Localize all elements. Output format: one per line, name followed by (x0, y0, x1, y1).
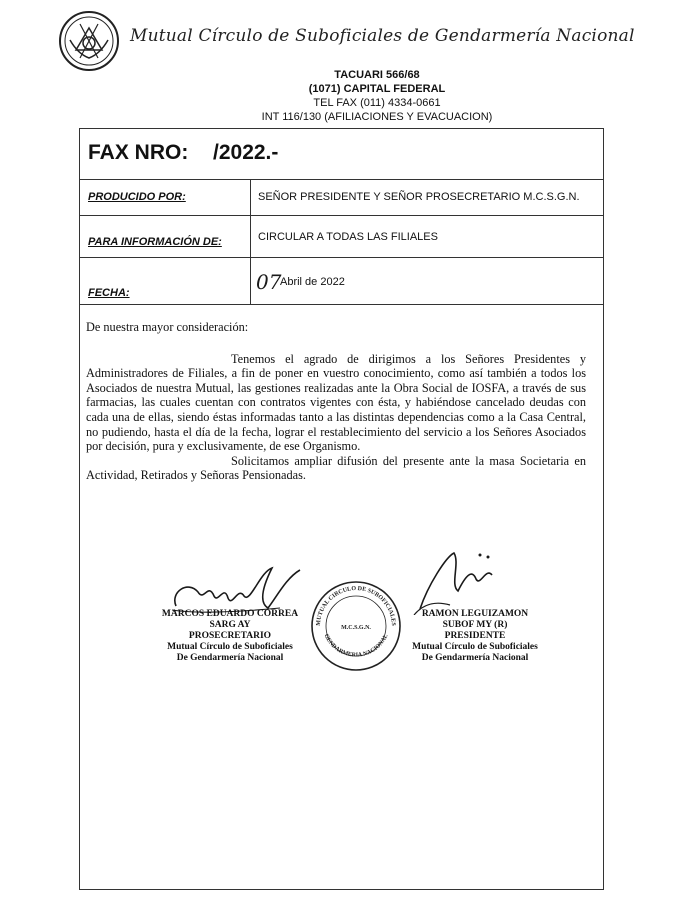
info-label: PARA INFORMACIÓN DE: (88, 236, 222, 248)
signer-org: De Gendarmería Nacional (421, 653, 529, 663)
signature-right-scribble (410, 545, 520, 615)
address-city: (1071) CAPITAL FEDERAL (308, 83, 446, 95)
phone-fax: TEL FAX (011) 4334-0661 (313, 97, 441, 109)
organization-title: Mutual Círculo de Suboficiales de Gendarmería Nacional (130, 26, 635, 46)
signature-left-block (160, 609, 300, 664)
divider (80, 304, 603, 305)
signer-rank: SUBOF MY (R) (442, 620, 508, 630)
stamp-center: M.C.S.G.N. (341, 625, 371, 631)
signer-rank: SARG AY (209, 620, 251, 630)
signer-org: Mutual Círculo de Suboficiales (412, 642, 538, 652)
column-divider (250, 179, 251, 304)
stamp-ring-top: MUTUAL CIRCULO DE SUBOFICIALES (315, 585, 397, 626)
signer-name: MARCOS EDUARDO CORREA (161, 609, 299, 619)
fecha-value: Abril de 2022 (280, 276, 345, 288)
emblem-icon (58, 10, 120, 72)
letter-body (86, 320, 586, 483)
paragraph-2: Solicitamos ampliar difusión del presente ante la masa Societaria en Actividad, Retirados y Señoras Pensionadas. (86, 453, 586, 483)
fax-number-label: FAX NRO: (88, 141, 189, 164)
divider (80, 179, 603, 180)
address-street: TACUARI 566/68 (334, 69, 420, 81)
info-value: CIRCULAR A TODAS LAS FILIALES (258, 231, 438, 243)
signer-role: PRESIDENTE (444, 631, 506, 641)
seal-stamp (308, 578, 404, 674)
divider (80, 257, 603, 258)
producido-label: PRODUCIDO POR: (88, 191, 186, 203)
signer-org: De Gendarmería Nacional (176, 653, 284, 663)
signature-right-block (405, 609, 545, 664)
fax-number-value: /2022.- (213, 141, 279, 164)
greeting: De nuestra mayor consideración: (86, 320, 249, 334)
internal-extension: INT 116/130 (AFILIACIONES Y EVACUACION) (261, 111, 493, 123)
signer-role: PROSECRETARIO (188, 631, 272, 641)
signer-org: Mutual Círculo de Suboficiales (167, 642, 293, 652)
paragraph-1: Tenemos el agrado de dirigimos a los Señores Presidentes y Administradores de Filiales, a fin de poner en vuestro conocimiento, como así también a todos los Asociados de nuestra Mutual, las gestiones realizadas ante la Obra Social de IOSFA, a través de sus farmacias, las cuales cuentan con contratos vigentes con ésta, y habiéndose cancelado deudas con cada una de ellas, siendo éstas informadas tanto a las distintas dependencias como a la Casa Central, no pudiendo, hasta el día de la fecha, lograr el restablecimiento del servicio a los Señores Asociados por decisión, pura y exclusivamente, de ese Organismo. (86, 351, 586, 454)
stamp-ring-bottom: GENDARMERIA NACIONAL (322, 633, 390, 659)
svg-text:GENDARMERIA NACIONAL (323, 633, 390, 658)
signer-name: RAMON LEGUIZAMON (421, 609, 529, 619)
fecha-label: FECHA: (88, 287, 130, 299)
divider (80, 215, 603, 216)
fecha-day-handwritten: 07 (256, 270, 282, 294)
producido-value: SEÑOR PRESIDENTE Y SEÑOR PROSECRETARIO M.C.S.G.N. (258, 191, 580, 203)
